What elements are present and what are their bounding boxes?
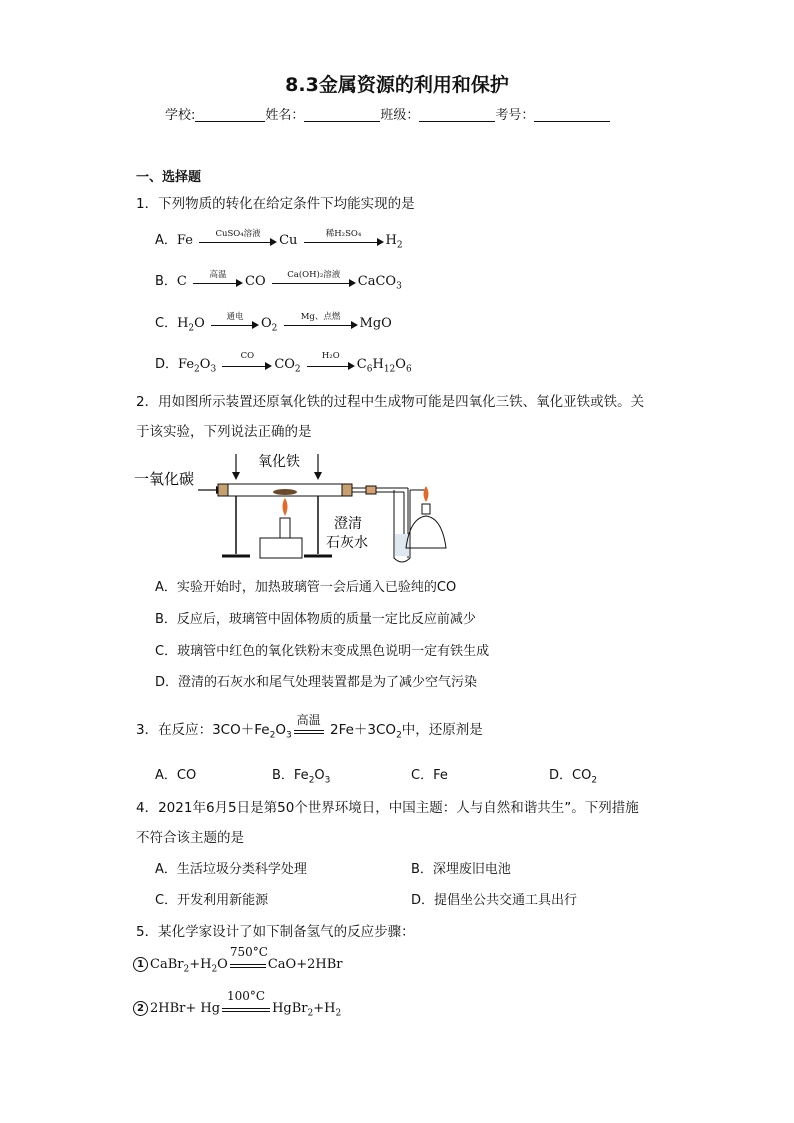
q1-c-arrow2: Mg、点燃 [284,317,358,331]
stopper-right [342,484,352,496]
alcohol-lamp [406,516,446,548]
school-blank[interactable] [195,109,265,122]
q1-option-c[interactable]: C．$H_2O$ 通电 $O_2$ Mg、点燃 MgO [155,311,392,334]
burner-base [260,538,302,558]
number-blank[interactable] [534,109,610,122]
q4-stem-line1: 4．2021年6月5日是第50个世界环境日，中国主题：人与自然和谐共生”。下列措施 [136,800,639,816]
q5-reaction-2: 2 2HBr+ Hg 100°C $HgBr_2+H_2$ [133,1001,341,1019]
q5-r1-condition-sign: 750°C [230,961,266,968]
step-number-1: 1 [133,957,148,972]
stopper-left [218,484,228,496]
lamp-flame [424,486,429,502]
label-lime-1: 澄清 [334,516,362,532]
label-lime-2: 石灰水 [326,535,368,551]
q3-stem: 3．在反应：$3CO+Fe_2O_3$ 高温 $2Fe+3CO_2$中，还原剂是 [136,712,483,741]
school-label: 学校: [165,108,196,123]
burner-flame [283,498,288,516]
q1-option-d[interactable]: D．$Fe_2O_3$ CO $CO_2$ H₂O $C_6H_{12}O_6$ [155,350,412,375]
q2-option-a[interactable]: A．实验开始时，加热玻璃管一会后通入已验纯的CO [155,580,457,595]
apparatus-figure [130,446,460,568]
q3-option-a[interactable]: A．CO [155,768,197,783]
q5-reaction-1: 1 $CaBr_2+H_2O$ 750°C CaO+2HBr [133,957,342,975]
q3-option-d[interactable]: D．$CO_2$ [549,768,598,786]
q3-option-c[interactable]: C．Fe [411,768,448,783]
q5-r2-condition-sign: 100°C [222,1005,270,1012]
q2-option-b[interactable]: B．反应后，玻璃管中固体物质的质量一定比反应前减少 [155,612,476,627]
q1-stem: 1．下列物质的转化在给定条件下均能实现的是 [136,196,415,212]
q5-stem: 5．某化学家设计了如下制备氢气的反应步骤： [136,924,415,940]
step-number-2: 2 [133,1001,148,1016]
q4-option-c[interactable]: C．开发利用新能源 [155,893,269,908]
q4-option-b[interactable]: B．深埋废旧电池 [411,862,511,877]
sample-powder [273,489,297,495]
q4-option-d[interactable]: D．提倡坐公共交通工具出行 [411,893,578,908]
q2-option-c[interactable]: C．玻璃管中红色的氧化铁粉末变成黑色说明一定有铁生成 [155,644,490,659]
q1-a-arrow1: CuSO₄溶液 [199,234,277,248]
name-label: 姓名： [265,108,305,123]
student-info-line [165,104,610,123]
q1-b-arrow2: Ca(OH)₂溶液 [272,275,356,289]
label-co: 一氧化碳 [134,470,195,488]
q1-b-arrow1: 高温 [193,275,243,289]
q1-d-arrow2: H₂O [307,358,355,372]
q3-option-b[interactable]: B．$Fe_2O_3$ [272,768,331,786]
q1-a-arrow2: 稀H₂SO₄ [304,234,384,248]
q2-option-d[interactable]: D．澄清的石灰水和尾气处理装置都是为了减少空气污染 [155,675,478,690]
class-blank[interactable] [419,109,495,122]
class-label: 班级： [380,108,420,123]
q4-option-a[interactable]: A．生活垃圾分类科学处理 [155,862,307,877]
label-fe2o3: 氧化铁 [258,454,300,470]
q1-option-a[interactable]: A．Fe CuSO₄溶液 Cu 稀H₂SO₄ $H_2$ [155,228,403,251]
section-heading: 一、选择题 [136,170,202,185]
q1-d-arrow1: CO [222,358,272,372]
q2-stem-line1: 2．用如图所示装置还原氧化铁的过程中生成物可能是四氧化三铁、氧化亚铁或铁。关 [136,394,645,410]
q2-stem-line2: 于该实验，下列说法正确的是 [136,424,312,440]
number-label: 考号： [495,108,535,123]
page-title: 8.3金属资源的利用和保护 [285,74,509,96]
q1-option-b[interactable]: B．C 高温 CO Ca(OH)₂溶液 CaCO$_3$ [155,269,402,292]
q1-c-arrow1: 通电 [211,317,259,331]
name-blank[interactable] [304,109,380,122]
q4-stem-line2: 不符合该主题的是 [136,830,244,846]
q3-condition-sign: 高温 [294,727,324,734]
